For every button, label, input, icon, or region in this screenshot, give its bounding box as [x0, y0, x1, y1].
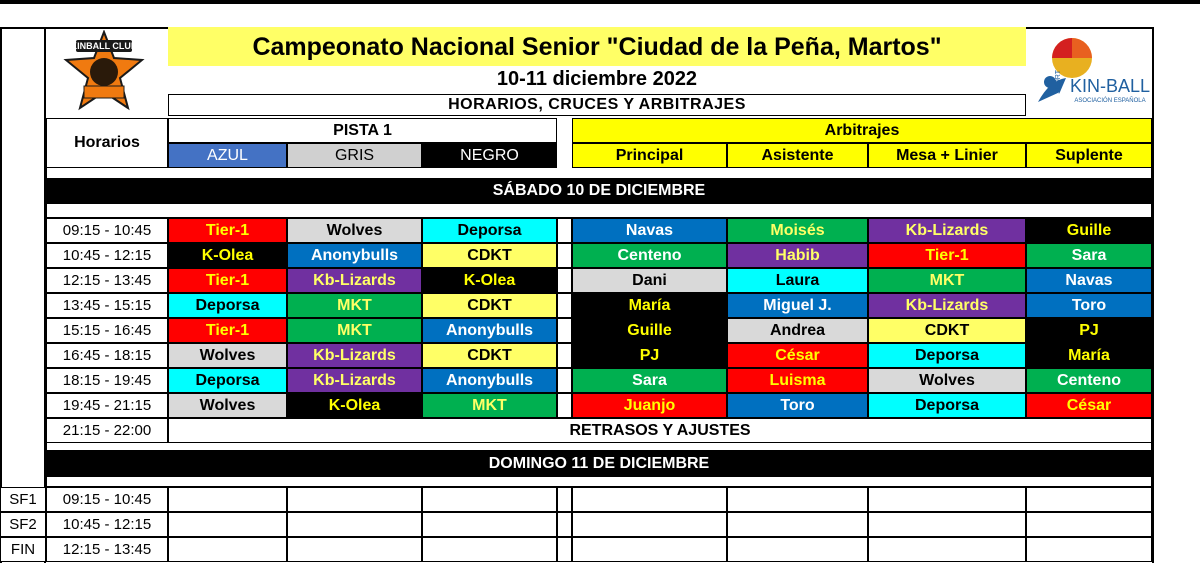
match-team-cell: Wolves — [168, 343, 287, 368]
column-separator — [557, 368, 572, 393]
referee-cell: Miguel J. — [727, 293, 868, 318]
referee-cell — [572, 537, 727, 562]
referee-cell — [1026, 512, 1152, 537]
referee-cell — [572, 487, 727, 512]
kinball-spain-logo — [1030, 30, 1150, 118]
referee-cell: María — [572, 293, 727, 318]
match-team-cell — [287, 487, 422, 512]
event-dates: 10-11 diciembre 2022 — [168, 66, 1026, 92]
referee-cell: Toro — [727, 393, 868, 418]
spacer — [46, 443, 1152, 451]
column-separator — [557, 343, 572, 368]
page-subtitle: HORARIOS, CRUCES Y ARBITRAJES — [168, 94, 1026, 116]
match-team-cell: Tier-1 — [168, 218, 287, 243]
referee-cell: PJ — [1026, 318, 1152, 343]
referee-cell — [868, 512, 1026, 537]
match-team-cell: Deporsa — [422, 218, 557, 243]
match-team-cell: CDKT — [422, 343, 557, 368]
match-team-cell — [168, 487, 287, 512]
round-label: SF1 — [0, 487, 46, 512]
match-team-cell: K-Olea — [422, 268, 557, 293]
match-team-cell — [287, 512, 422, 537]
referee-cell: Tier-1 — [868, 243, 1026, 268]
time-slot: 10:45 - 12:15 — [46, 243, 168, 268]
referee-cell: César — [727, 343, 868, 368]
match-team-cell: Tier-1 — [168, 268, 287, 293]
referee-cell: Toro — [1026, 293, 1152, 318]
time-slot: 18:15 - 19:45 — [46, 368, 168, 393]
time-slot: 13:45 - 15:15 — [46, 293, 168, 318]
column-separator — [557, 218, 572, 243]
match-team-cell: Kb-Lizards — [287, 343, 422, 368]
role-principal: Principal — [572, 143, 727, 168]
referee-cell — [1026, 537, 1152, 562]
kinball-spain-logo-vertical: SPORT — [1055, 70, 1062, 94]
round-label: FIN — [0, 537, 46, 562]
referee-cell — [572, 512, 727, 537]
match-team-cell: Wolves — [168, 393, 287, 418]
retrasos-note: RETRASOS Y AJUSTES — [168, 418, 1152, 443]
match-team-cell: Deporsa — [168, 368, 287, 393]
team-header-gris: GRIS — [287, 143, 422, 168]
match-team-cell: MKT — [422, 393, 557, 418]
kinball-spain-logo-subtext: ASOCIACIÓN ESPAÑOLA — [1074, 98, 1146, 104]
referee-cell: Kb-Lizards — [868, 293, 1026, 318]
referee-cell: Kb-Lizards — [868, 218, 1026, 243]
referee-cell: Navas — [572, 218, 727, 243]
page-title: Campeonato Nacional Senior "Ciudad de la Peña, Martos" — [168, 27, 1026, 68]
referee-cell: Luisma — [727, 368, 868, 393]
match-team-cell: Anonybulls — [422, 318, 557, 343]
match-team-cell: Anonybulls — [287, 243, 422, 268]
referee-cell: Centeno — [1026, 368, 1152, 393]
match-team-cell: Kb-Lizards — [287, 268, 422, 293]
role-asistente: Asistente — [727, 143, 868, 168]
time-slot: 12:15 - 13:45 — [46, 268, 168, 293]
match-team-cell: Tier-1 — [168, 318, 287, 343]
match-team-cell: CDKT — [422, 293, 557, 318]
referee-cell: Wolves — [868, 368, 1026, 393]
column-separator — [557, 537, 572, 562]
match-team-cell — [422, 537, 557, 562]
kinball-club-logo — [62, 30, 146, 112]
match-team-cell: K-Olea — [287, 393, 422, 418]
column-separator — [557, 293, 572, 318]
column-separator — [557, 393, 572, 418]
match-team-cell — [422, 512, 557, 537]
team-header-negro: NEGRO — [422, 143, 557, 168]
match-team-cell: Deporsa — [168, 293, 287, 318]
referee-cell: Sara — [572, 368, 727, 393]
column-separator — [557, 268, 572, 293]
day-header-sunday: DOMINGO 11 DE DICIEMBRE — [46, 451, 1152, 477]
match-team-cell: K-Olea — [168, 243, 287, 268]
kinball-club-logo-text: KINBALL CLUB — [70, 41, 138, 51]
referee-cell: Laura — [727, 268, 868, 293]
match-team-cell: CDKT — [422, 243, 557, 268]
match-team-cell: Kb-Lizards — [287, 368, 422, 393]
time-slot: 19:45 - 21:15 — [46, 393, 168, 418]
column-separator — [557, 243, 572, 268]
referee-cell: Andrea — [727, 318, 868, 343]
arbitrajes-header: Arbitrajes — [572, 118, 1152, 143]
referee-cell — [868, 487, 1026, 512]
referee-cell: Moisés — [727, 218, 868, 243]
referee-cell: Deporsa — [868, 343, 1026, 368]
horarios-header: Horarios — [46, 118, 168, 168]
time-slot: 16:45 - 18:15 — [46, 343, 168, 368]
referee-cell: Deporsa — [868, 393, 1026, 418]
referee-cell: Centeno — [572, 243, 727, 268]
referee-cell — [868, 537, 1026, 562]
pista-header: PISTA 1 — [168, 118, 557, 143]
match-team-cell: MKT — [287, 318, 422, 343]
referee-cell — [727, 512, 868, 537]
match-team-cell — [168, 537, 287, 562]
referee-cell: César — [1026, 393, 1152, 418]
referee-cell — [727, 537, 868, 562]
referee-cell: Guille — [572, 318, 727, 343]
referee-cell: Guille — [1026, 218, 1152, 243]
frame-left — [0, 28, 2, 563]
column-separator — [557, 318, 572, 343]
referee-cell: CDKT — [868, 318, 1026, 343]
match-team-cell — [287, 537, 422, 562]
role-mesa-linier: Mesa + Linier — [868, 143, 1026, 168]
referee-cell: Navas — [1026, 268, 1152, 293]
spacer — [46, 204, 1152, 218]
column-separator — [557, 512, 572, 537]
top-border — [0, 0, 1200, 4]
referee-cell — [727, 487, 868, 512]
kinball-spain-logo-text: KIN-BALL — [1069, 76, 1150, 96]
time-slot: 09:15 - 10:45 — [46, 487, 168, 512]
time-slot: 10:45 - 12:15 — [46, 512, 168, 537]
match-team-cell — [168, 512, 287, 537]
match-team-cell: Wolves — [287, 218, 422, 243]
referee-cell: Sara — [1026, 243, 1152, 268]
time-slot: 21:15 - 22:00 — [46, 418, 168, 443]
time-slot: 15:15 - 16:45 — [46, 318, 168, 343]
match-team-cell — [422, 487, 557, 512]
day-header-saturday: SÁBADO 10 DE DICIEMBRE — [46, 178, 1152, 204]
referee-cell: María — [1026, 343, 1152, 368]
frame-right — [1152, 28, 1154, 563]
team-header-azul: AZUL — [168, 143, 287, 168]
referee-cell — [1026, 487, 1152, 512]
referee-cell: Habib — [727, 243, 868, 268]
match-team-cell: Anonybulls — [422, 368, 557, 393]
column-separator — [557, 487, 572, 512]
referee-cell: Dani — [572, 268, 727, 293]
referee-cell: MKT — [868, 268, 1026, 293]
time-slot: 09:15 - 10:45 — [46, 218, 168, 243]
round-label: SF2 — [0, 512, 46, 537]
referee-cell: PJ — [572, 343, 727, 368]
role-suplente: Suplente — [1026, 143, 1152, 168]
spacer — [46, 477, 1152, 487]
match-team-cell: MKT — [287, 293, 422, 318]
referee-cell: Juanjo — [572, 393, 727, 418]
time-slot: 12:15 - 13:45 — [46, 537, 168, 562]
